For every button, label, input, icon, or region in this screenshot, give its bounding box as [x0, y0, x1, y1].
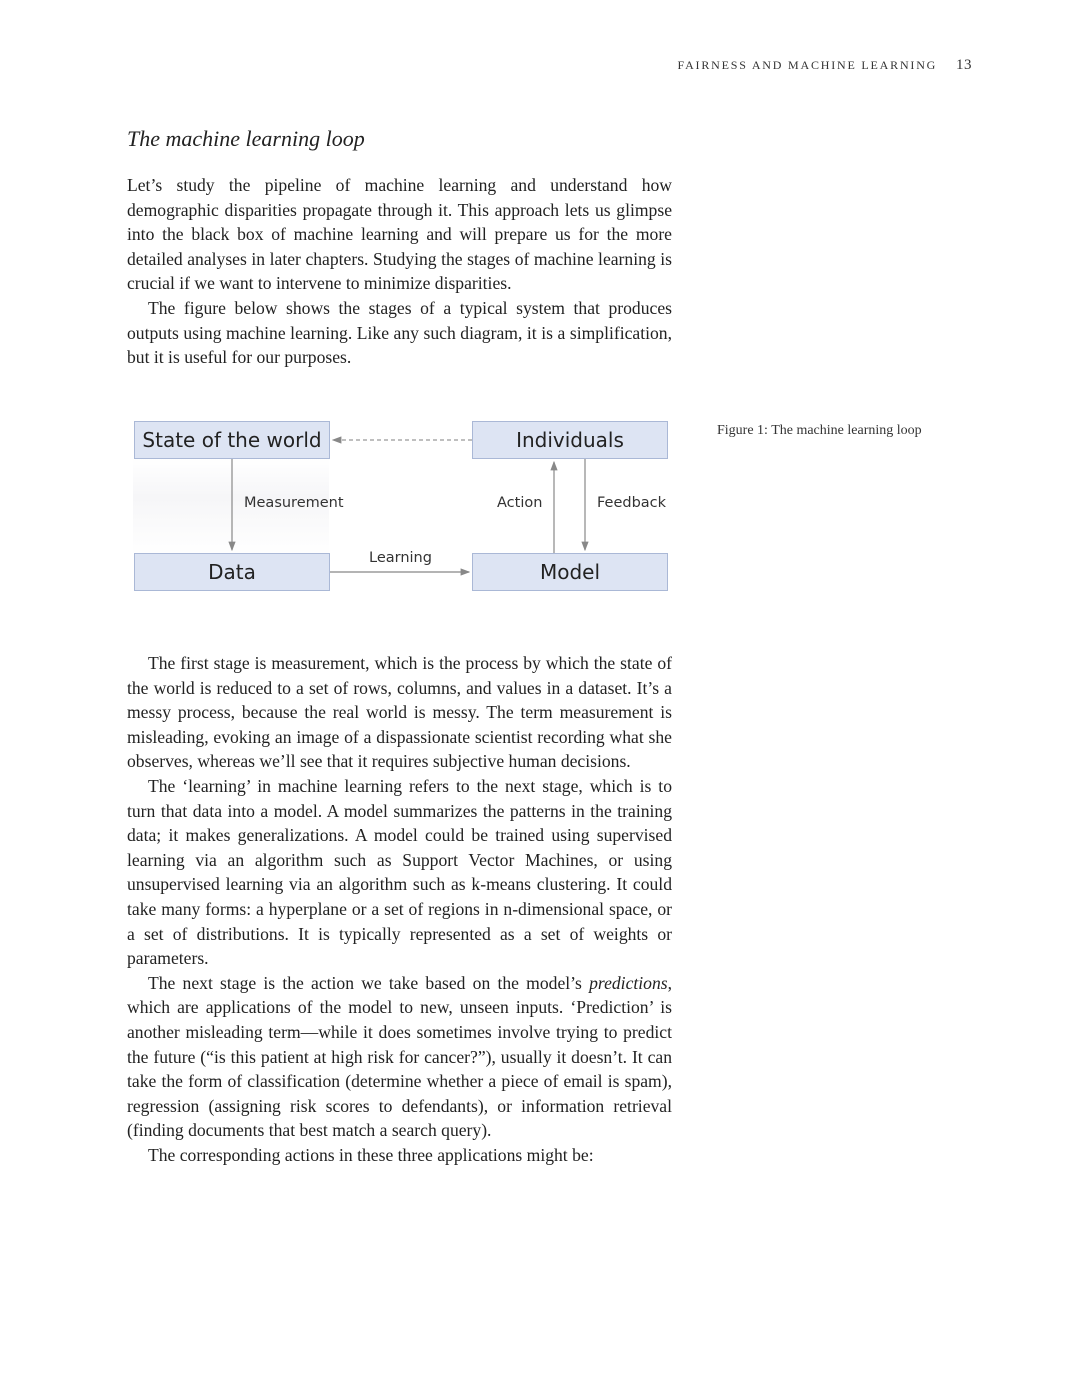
- edge-label-action: Action: [497, 495, 543, 511]
- node-state-of-world: State of the world: [134, 421, 330, 459]
- paragraph: Let’s study the pipeline of machine learning and understand how demographic disparities propagate through it. This approach lets us glimpse into the black box of machine learning and will prepare us for the more detailed analyses in later chapters. Studying the stages of machine learning is crucial if we want to intervene to minimize disparities.: [127, 175, 672, 294]
- paragraph-predictions: [127, 971, 672, 1143]
- emphasis-predictions: predictions: [589, 972, 668, 993]
- section-heading: The machine learning loop: [127, 126, 365, 151]
- page-number: 13: [956, 57, 972, 73]
- ml-loop-diagram: [127, 414, 677, 604]
- paragraph: The corresponding actions in these three applications might be:: [148, 1144, 594, 1165]
- edge-label-feedback: Feedback: [597, 495, 667, 511]
- text-run: , which are applications of the model to new, unseen inputs. ‘Prediction’ is another misleading term—while it does sometimes involve trying to predict the future (“is this patient at high risk for cancer?”), usually it doesn’t. It can take the form of classification (determine whether a piece of email is spam), regression (assigning risk scores to defendants), or information retrieval (finding documents that best match a search query).: [127, 972, 672, 1141]
- running-header: [620, 57, 972, 74]
- edge-label-learning: Learning: [369, 550, 432, 566]
- text-run: The next stage is the action we take based on the model’s: [148, 972, 590, 993]
- node-individuals: Individuals: [472, 421, 668, 459]
- body-text: [127, 651, 672, 1167]
- intro-text: [127, 173, 672, 370]
- edge-label-measurement: Measurement: [244, 495, 344, 511]
- running-title: FAIRNESS AND MACHINE LEARNING: [677, 58, 938, 72]
- node-data: Data: [134, 553, 330, 591]
- node-model: Model: [472, 553, 668, 591]
- paragraph: The figure below shows the stages of a typical system that produces outputs using machine learning. Like any such diagram, it is a simplification, but it is useful for our purposes.: [127, 297, 672, 368]
- paragraph: The first stage is measurement, which is the process by which the state of the world is reduced to a set of rows, columns, and values in a dataset. It’s a messy process, because the real world is messy. The term measurement is misleading, evoking an image of a dispassionate scientist recording what she observes, whereas we’ll see that it requires subjective human decisions.: [127, 653, 672, 772]
- paragraph: The ‘learning’ in machine learning refers to the next stage, which is to turn that data into a model. A model summarizes the patterns in the training data; it makes generalizations. A model could be trained using supervised learning via an algorithm such as Support Vector Machines, or using unsupervised learning via an algorithm such as k-means clustering. It could take many forms: a hyperplane or a set of regions in n-dimensional space, or a set of distributions. It is typically represented as a set of weights or parameters.: [127, 775, 672, 969]
- figure-caption: Figure 1: The machine learning loop: [717, 423, 922, 438]
